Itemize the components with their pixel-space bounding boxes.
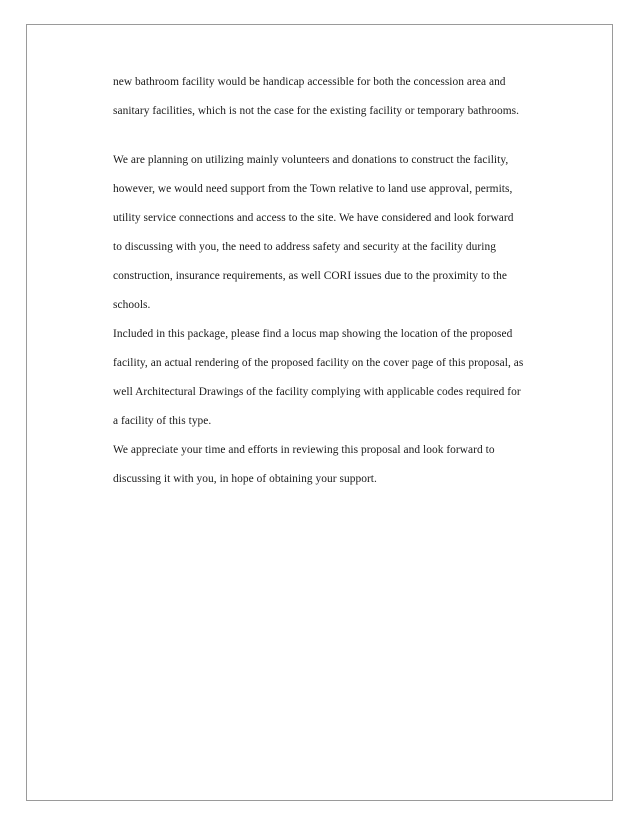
text-line: We are planning on utilizing mainly volunteers and donations to construct the facility, xyxy=(113,154,509,166)
text-line: well Architectural Drawings of the facility complying with applicable codes required for xyxy=(113,386,521,398)
text-line: utility service connections and access to the site. We have considered and look forward xyxy=(113,212,514,224)
text-line: however, we would need support from the Town relative to land use approval, permits, xyxy=(113,183,513,195)
text-line: Included in this package, please find a locus map showing the location of the proposed xyxy=(113,328,513,340)
text-line: to discussing with you, the need to address safety and security at the facility during xyxy=(113,241,496,253)
text-line: construction, insurance requirements, as well CORI issues due to the proximity to the xyxy=(113,270,507,282)
text-line: facility, an actual rendering of the proposed facility on the cover page of this proposal, as xyxy=(113,357,524,369)
text-line: a facility of this type. xyxy=(113,415,212,427)
text-line: schools. xyxy=(113,299,151,311)
text-line: new bathroom facility would be handicap accessible for both the concession area and xyxy=(113,76,506,88)
document-page xyxy=(26,24,613,801)
text-line: We appreciate your time and efforts in reviewing this proposal and look forward to xyxy=(113,444,495,456)
text-line: sanitary facilities, which is not the case for the existing facility or temporary bathrooms. xyxy=(113,105,520,117)
text-line: discussing it with you, in hope of obtaining your support. xyxy=(113,473,377,485)
